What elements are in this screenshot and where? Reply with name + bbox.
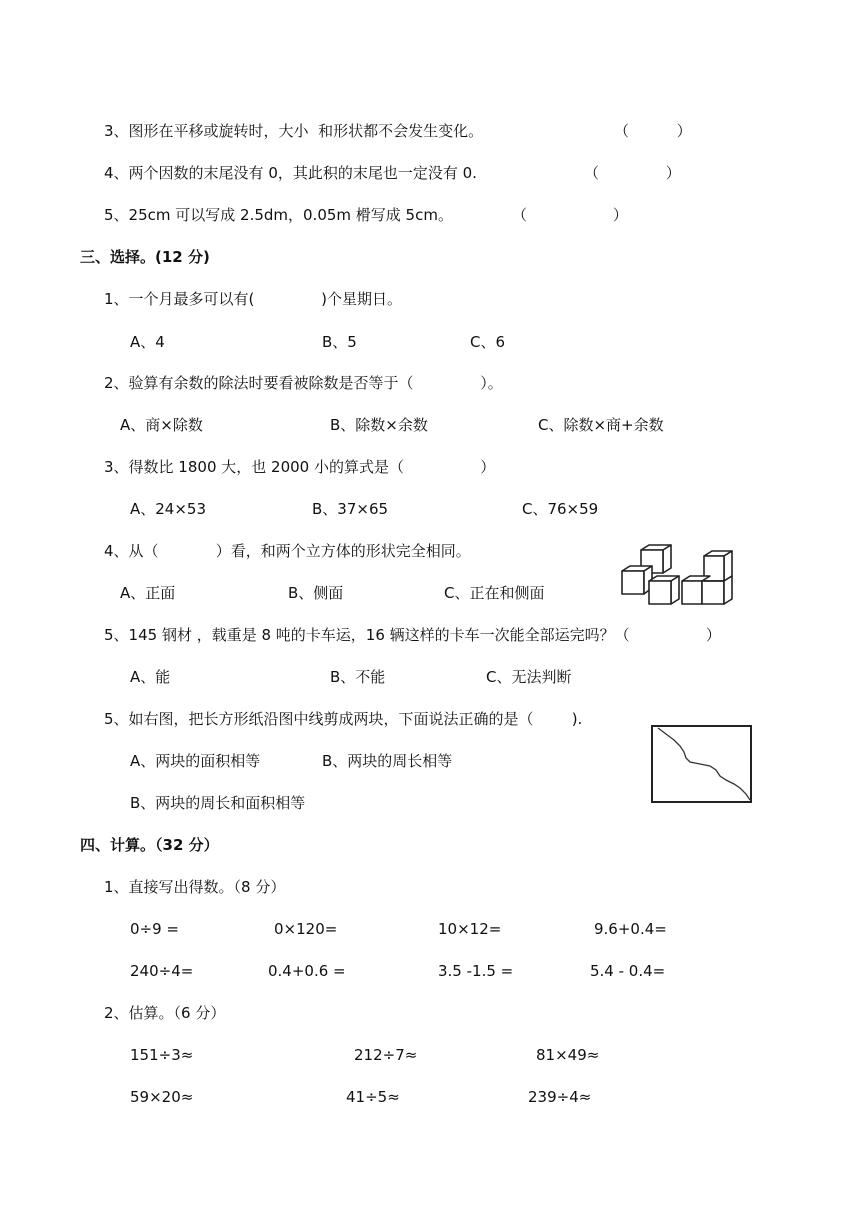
cut-rectangle-figure	[650, 724, 754, 806]
section-choice-heading: 三、选择。(12 分)	[80, 248, 210, 266]
calc-sub2-title: 2、估算。（6 分）	[104, 1004, 226, 1022]
choice-q4-option-c[interactable]: C、正在和侧面	[444, 584, 545, 602]
choice-q3-option-c[interactable]: C、76×59	[522, 500, 599, 518]
choice-q2-option-b[interactable]: B、除数×余数	[330, 416, 428, 434]
direct-calc-item: 0÷9 =	[130, 920, 179, 938]
choice-q2-option-c[interactable]: C、除数×商+余数	[538, 416, 664, 434]
estimate-item: 59×20≈	[130, 1088, 194, 1106]
choice-q5-stem: 5、145 钢材 ，载重是 8 吨的卡车运，16 辆这样的卡车一次能全部运完吗？（ ）	[104, 626, 721, 644]
direct-calc-item: 10×12=	[438, 920, 502, 938]
direct-calc-item: 9.6+0.4=	[594, 920, 667, 938]
choice-q5-option-c[interactable]: C、无法判断	[486, 668, 572, 686]
choice-q6-option-c[interactable]: B、两块的周长和面积相等	[130, 794, 306, 812]
choice-q1-option-b[interactable]: B、5	[322, 333, 357, 351]
estimate-item: 151÷3≈	[130, 1046, 194, 1064]
direct-calc-item: 240÷4=	[130, 962, 194, 980]
choice-q2-option-a[interactable]: A、商×除数	[120, 416, 203, 434]
estimate-item: 81×49≈	[536, 1046, 600, 1064]
judge-item-5: 5、25cm 可以写成 2.5dm，0.05m 榾写成 5cm。	[104, 206, 453, 224]
choice-q5-option-a[interactable]: A、能	[130, 668, 171, 686]
choice-q1-stem: 1、一个月最多可以有( )个星期日。	[104, 290, 403, 308]
direct-calc-item: 3.5 -1.5 =	[438, 962, 514, 980]
direct-calc-item: 0×120=	[274, 920, 338, 938]
choice-q4-option-a[interactable]: A、正面	[120, 584, 176, 602]
judge-item-3-answer-blank[interactable]: （ ）	[614, 122, 692, 140]
choice-q3-option-b[interactable]: B、37×65	[312, 500, 389, 518]
judge-item-4: 4、两个因数的末尾没有 0，其此积的末尾也一定没有 0.	[104, 164, 477, 182]
estimate-item: 212÷7≈	[354, 1046, 418, 1064]
judge-item-4-answer-blank[interactable]: （ ）	[584, 164, 681, 182]
estimate-item: 239÷4≈	[528, 1088, 592, 1106]
section-calc-heading: 四、计算。（32 分）	[80, 836, 219, 854]
choice-q1-option-a[interactable]: A、4	[130, 333, 165, 351]
cubes-figure	[620, 542, 738, 608]
choice-q1-option-c[interactable]: C、6	[470, 333, 506, 351]
choice-q2-stem: 2、验算有余数的除法时要看被除数是否等于（ ）。	[104, 374, 503, 392]
estimate-item: 41÷5≈	[346, 1088, 400, 1106]
choice-q6-stem: 5、如右图，把长方形纸沿图中线剪成两块，下面说法正确的是（ ).	[104, 710, 583, 728]
direct-calc-item: 5.4 - 0.4=	[590, 962, 666, 980]
judge-item-5-answer-blank[interactable]: （ ）	[512, 206, 628, 224]
choice-q3-stem: 3、得数比 1800 大，也 2000 小的算式是（ ）	[104, 458, 496, 476]
choice-q6-option-b[interactable]: B、两块的周长相等	[322, 752, 453, 770]
direct-calc-item: 0.4+0.6 =	[268, 962, 346, 980]
choice-q5-option-b[interactable]: B、不能	[330, 668, 386, 686]
calc-sub1-title: 1、直接写出得数。（8 分）	[104, 878, 286, 896]
choice-q4-stem: 4、从（ ）看，和两个立方体的形状完全相同。	[104, 542, 471, 560]
judge-item-3: 3、图形在平移或旋转时，大小 和形状都不会发生变化。	[104, 122, 484, 140]
choice-q4-option-b[interactable]: B、侧面	[288, 584, 344, 602]
choice-q6-option-a[interactable]: A、两块的面积相等	[130, 752, 261, 770]
choice-q3-option-a[interactable]: A、24×53	[130, 500, 207, 518]
